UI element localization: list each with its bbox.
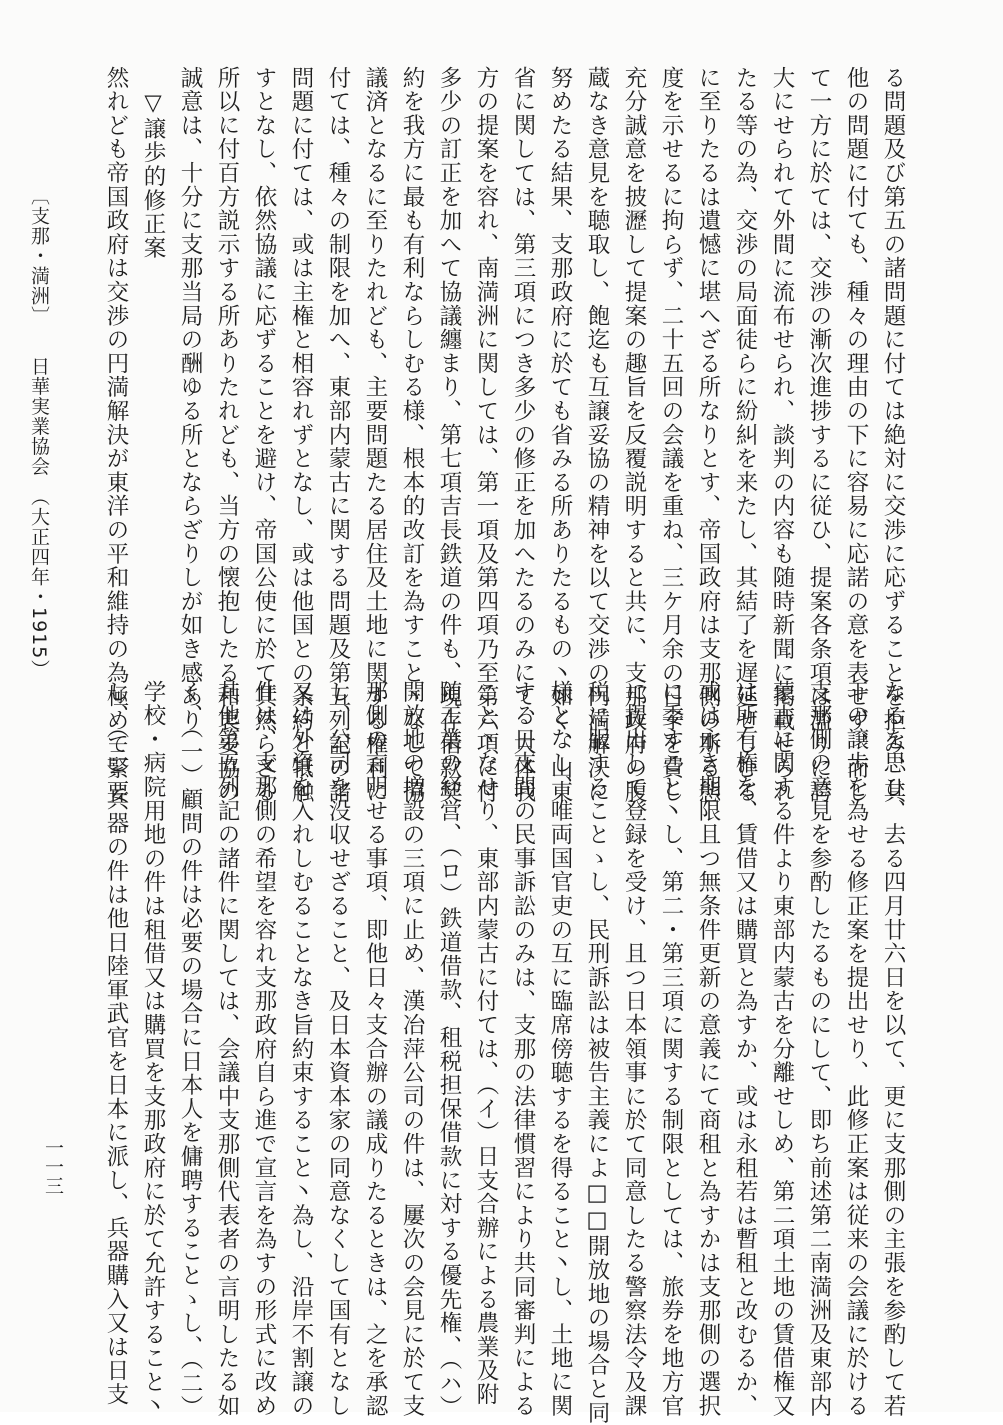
text-column: 那側の言明せる事項、即他日々支合辦の議成りたるときは、之を承認 [362,680,388,1418]
text-column: なるを思ひ、去る四月廿六日を以て、更に支那側の主張を参酌して若 [880,680,906,1418]
text-column: 充分誠意を披瀝して提案の趣旨を反覆説明すると共に、支那政府の腹 [621,66,647,804]
text-column: 付ては、種々の制限を加へ、東部内蒙古に関する問題及第五列記の諸 [325,66,351,804]
text-column: 省に関しては、第三項につき多少の修正を加へたるのみにて、大体我 [510,66,536,804]
text-column: る問題及び第五の諸問題に付ては絶対に交渉に応ずることを拒み、其 [880,66,906,804]
page-number: 一一三 [42,1138,64,1195]
text-column: 支那側の意見を参酌したるものにして、即ち前述第二南満洲及東部内 [806,680,832,1418]
text-column: 件は、支那側の希望を容れ支那政府自ら進で宣言を為すの形式に改め [251,680,277,1418]
text-column: 干の譲歩を為せる修正案を提出せり、此修正案は従来の会議に於ける [843,680,869,1418]
text-column: すとなし、依然協議に応ずることを避け、帝国公使に於て其然らざる [251,66,277,804]
text-column: する日支間の民事訴訟のみは、支那の法律慣習により共同審判による [510,680,536,1418]
text-column: し、（三）兵器の件は他日陸軍武官を日本に派し、兵器購入又は日支 [103,680,129,1407]
text-column: に至りたるは遺憾に堪へざる所なりとす、帝国政府は支那側の斯る態 [695,66,721,804]
text-column: 所以に付百方説示する所ありたれども、当方の懐抱したる和衷妥協の [214,66,240,804]
text-column: く、（一）顧問の件は必要の場合に日本人を傭聘することゝし、（二） [177,680,203,1420]
text-column: 多少の訂正を加へて協議纏まり、第七項吉長鉄道の件も、現存借款契 [436,66,462,804]
lower-text-block [97,680,911,1425]
text-column: 又は外資を入れしむることなき旨約束すること丶為し、沿岸不割譲の [288,680,314,1418]
text-column: 方の提案を容れ、南満洲に関しては、第一項及第四項乃至第六項に付 [473,66,499,804]
text-column: 然れども帝国政府は交渉の円満解決が東洋の平和維持の為極めて緊要 [103,66,129,804]
text-column: 随工業の経営、（ロ）鉄道借款、租税担保借款に対する優先権、（ハ） [436,680,462,1420]
running-header: 〔支那・満洲〕 日華実業協会 （大正四年・1915） [28,186,50,680]
text-column: 其他第五列記の諸件に関しては、会議中支那側代表者の言明したる如 [214,680,240,1418]
text-column: に提出して登録を受け、且つ日本領事に於て同意したる警察法令及課 [621,680,647,1418]
text-column: たる等の為、交渉の局面徒らに紛糾を来たし、其結了を遅延せしむる [732,66,758,804]
text-column: に委すこと丶し、第二・第三項に関する制限としては、旅券を地方官 [658,680,684,1418]
text-column: 学校・病院用地の件は租借又は購買を支那政府に於て允許すること丶 [140,680,166,1418]
text-column: 問題に付ては、或は主権と相容れずとなし、或は他国との条約と牴触 [288,66,314,804]
text-column: 或は永き期限且つ無条件更新の意義にて商租と為すかは支那側の選択 [695,680,721,1418]
text-column: 大にせられて外間に流布せられ、談判の内容も随時新聞に掲載せられ [769,66,795,804]
text-column: 約を我方に最も有利ならしむる様、根本的改訂を為すこと丶なして協 [399,66,425,804]
text-column: 蒙古に関する件より東部内蒙古を分離せしめ、第二項土地の賃借権又 [769,680,795,1418]
text-column: 誠意は、十分に支那当局の酬ゆる所とならざりしが如き感あり [177,66,203,733]
text-column: 議済となるに至りたれども、主要問題たる居住及土地に関する権利に [362,66,388,804]
text-column: し、公司を没収せざること、及日本資本家の同意なくして国有となし [325,680,351,1418]
text-column: 努めたる結果、支那政府に於ても省みる所ありたるもの丶如く、山東 [547,66,573,804]
text-column: 開放地の増設の三項に止め、漢冶萍公司の件は、屢次の会見に於て支 [399,680,425,1418]
text-column: 税に服することゝし、民刑訴訟は被告主義によ□□開放地の場合と同 [584,680,610,1425]
text-column: ▽譲歩的修正案 [140,66,166,260]
text-column: 度を示せるに拘らず、二十五回の会議を重ね、三ケ月余の日子を費し [658,66,684,804]
upper-text-block [97,66,911,804]
text-column: 蔵なき意見を聴取し、飽迄も互譲妥協の精神を以て交渉の円満解決に [584,66,610,804]
text-column: は所有権を、賃借又は購買と為すか、或は永租若は暫租と改むるか、 [732,680,758,1418]
text-column: 他の問題に付ても、種々の理由の下に容易に応諾の意を表せず、而し [843,66,869,804]
text-column: 様となし、唯両国官吏の互に臨席傍聴するを得ること丶し、土地に関 [547,680,573,1418]
text-column: こと丶なせり、東部内蒙古に付ては、（イ）日支合辦による農業及附 [473,680,499,1407]
text-column: て一方に於ては、交渉の漸次進捗するに従ひ、提案各条項は濫りに誇 [806,66,832,804]
